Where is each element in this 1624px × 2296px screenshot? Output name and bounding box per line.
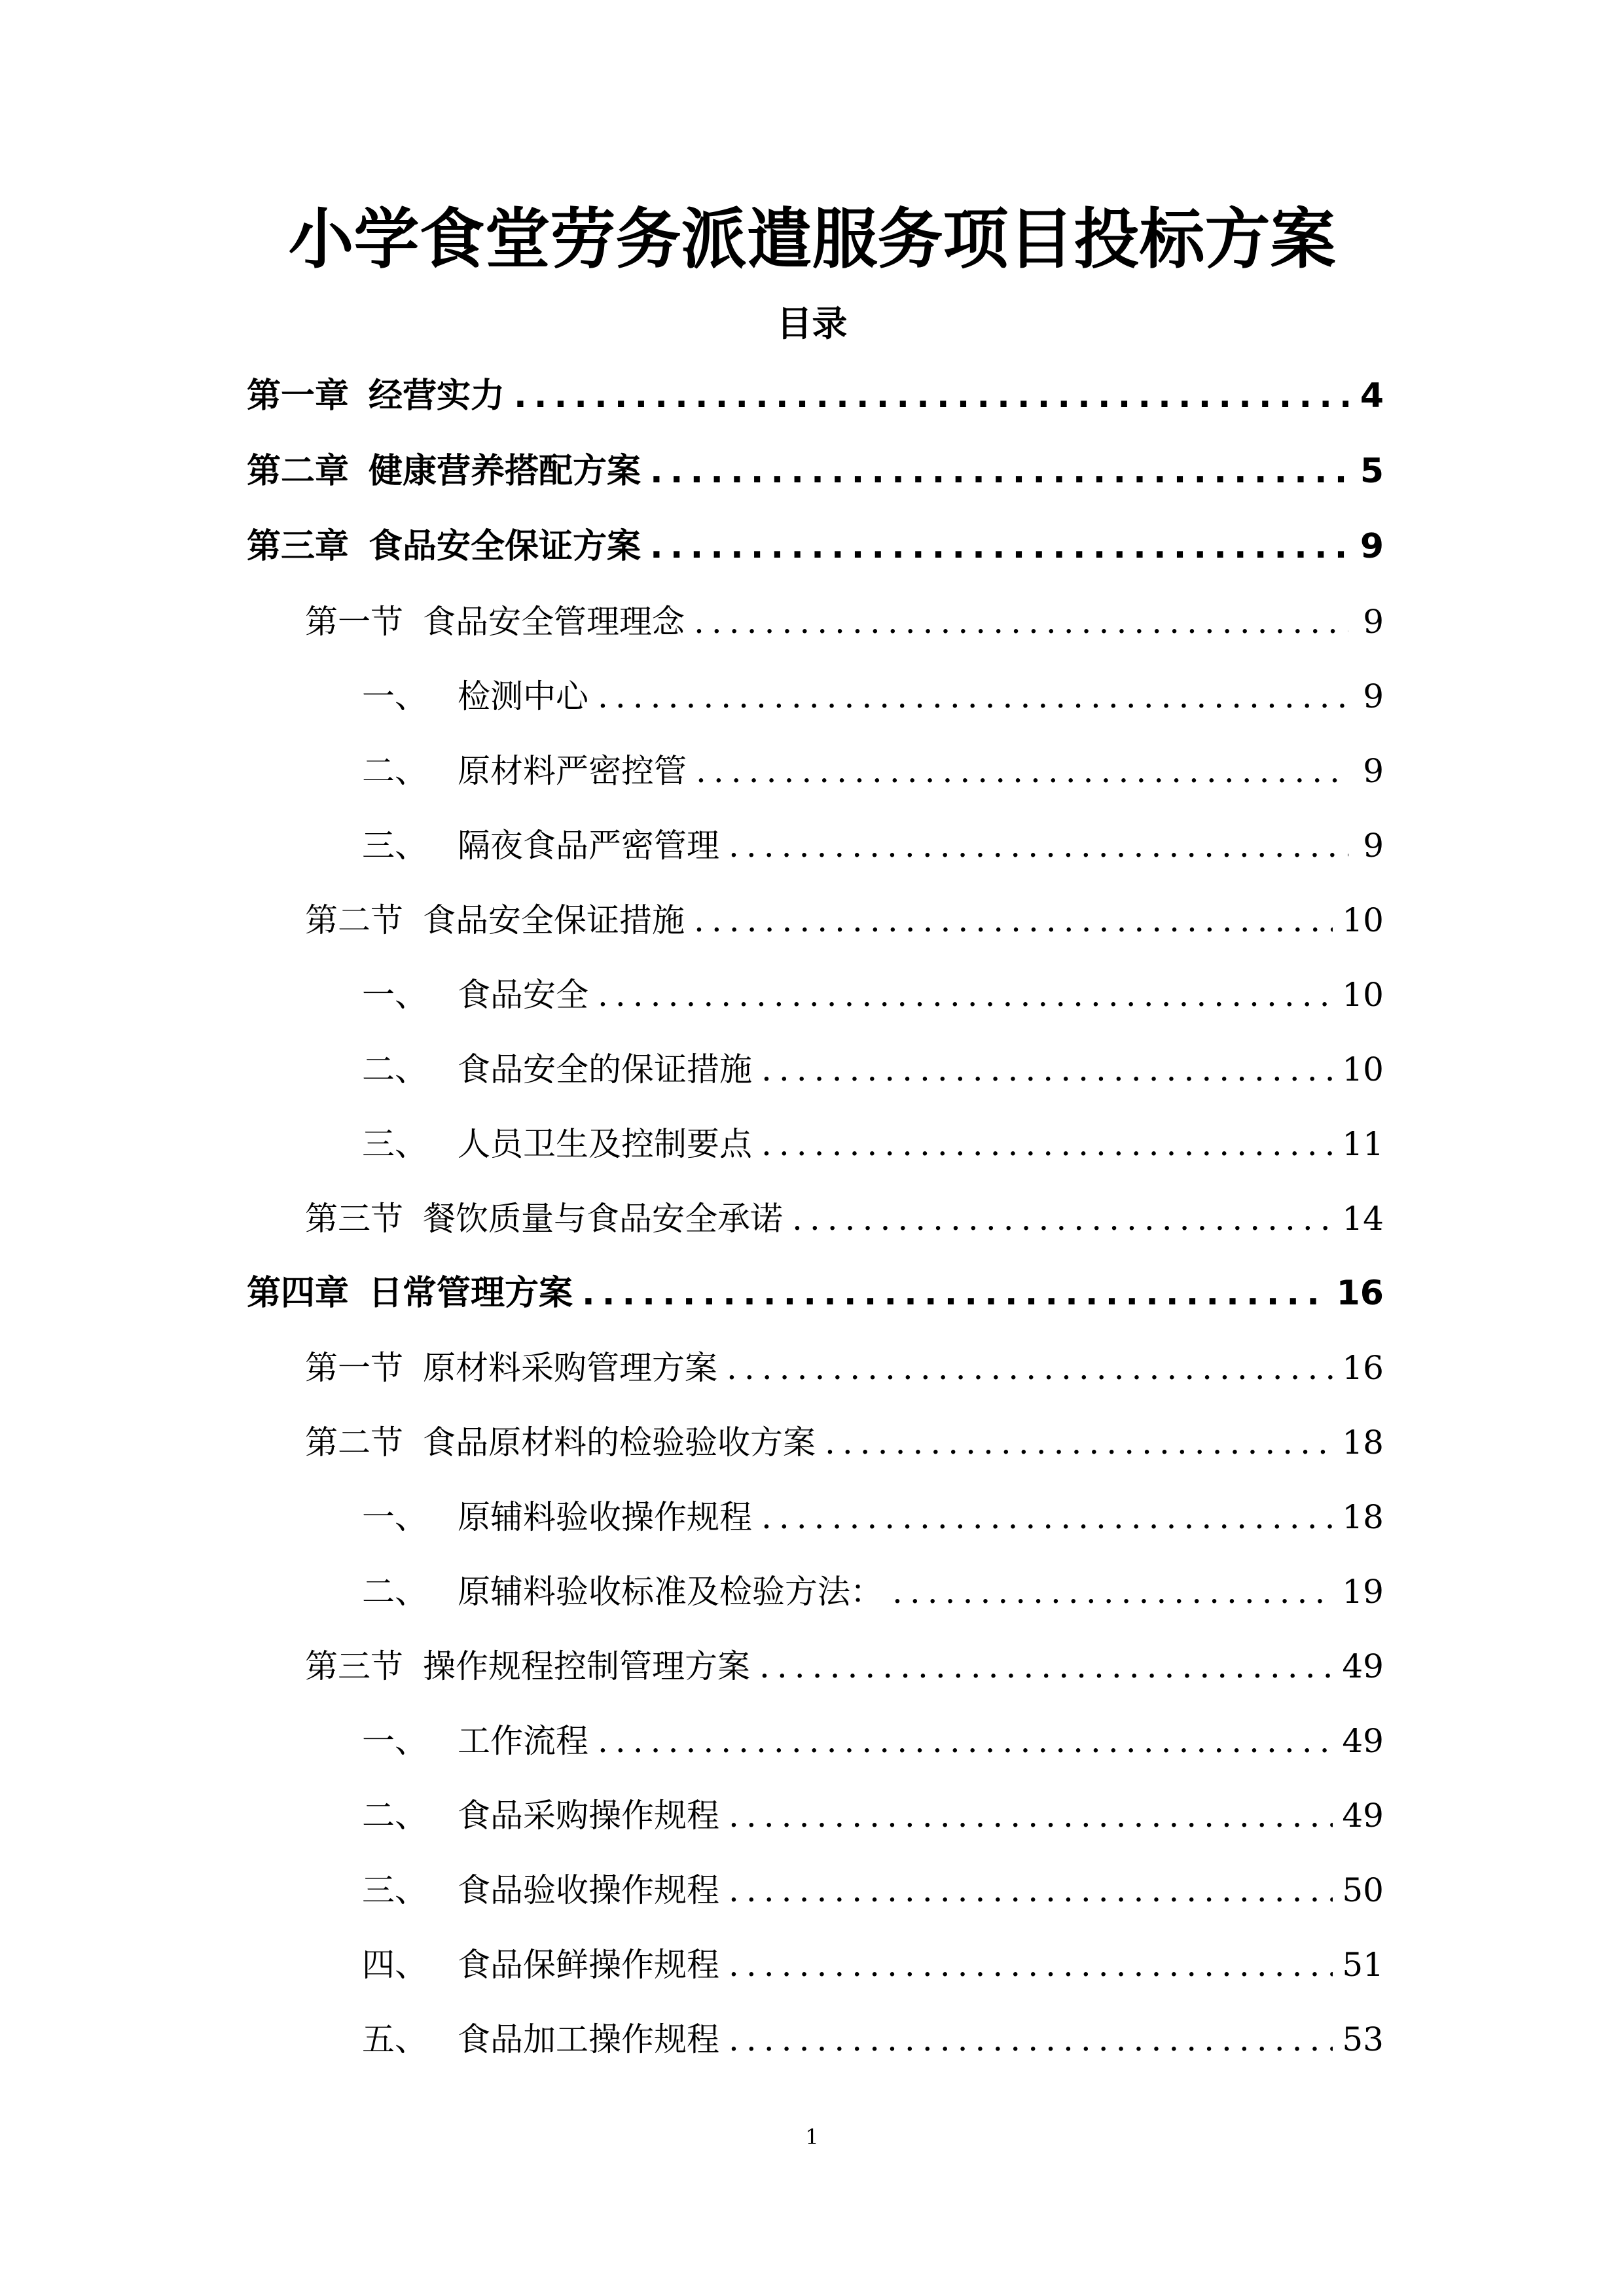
toc-dot-leader xyxy=(696,745,1348,797)
toc-entry-number: 二、 xyxy=(362,752,427,790)
toc-entry-number: 第三章 xyxy=(247,527,350,566)
toc-entry-title: 检测中心 xyxy=(458,677,588,715)
toc-entry-title: 原辅料验收标准及检验方法： xyxy=(458,1573,883,1611)
toc-dot-leader xyxy=(727,1342,1333,1394)
toc-entry-page: 9 xyxy=(1363,603,1384,641)
toc-entry-page: 49 xyxy=(1342,1722,1384,1760)
toc-entry-number: 四、 xyxy=(362,1946,427,1984)
toc-dot-leader xyxy=(729,2013,1333,2066)
toc-dot-leader xyxy=(825,1416,1333,1469)
toc-entry-title: 日常管理方案 xyxy=(369,1274,573,1313)
toc-entry-number: 第二节 xyxy=(305,901,403,939)
page-footer-number: 1 xyxy=(805,2125,819,2149)
toc-entry[interactable] xyxy=(305,1342,1384,1394)
toc-entry-title: 操作规程控制管理方案 xyxy=(423,1647,750,1685)
toc-dot-leader xyxy=(582,1267,1327,1319)
toc-entry-title: 隔夜食品严密管理 xyxy=(458,827,719,865)
toc-entry-page: 53 xyxy=(1342,2020,1384,2058)
toc-entry-page: 49 xyxy=(1342,1647,1384,1685)
toc-dot-leader xyxy=(729,1864,1333,1916)
toc-dot-leader xyxy=(514,370,1348,422)
toc-dot-leader xyxy=(761,1043,1333,1096)
toc-entry-page: 9 xyxy=(1363,677,1384,715)
toc-entry-number: 三、 xyxy=(362,827,427,865)
document-title: 小学食堂劳务派遣服务项目投标方案 xyxy=(288,200,1336,278)
toc-entry-title: 食品安全 xyxy=(458,976,588,1014)
toc-entry-page: 18 xyxy=(1342,1498,1384,1536)
toc-entry-page: 10 xyxy=(1342,1050,1384,1088)
toc-entry-page: 10 xyxy=(1342,976,1384,1014)
toc-entry-title: 原材料采购管理方案 xyxy=(423,1349,717,1387)
toc-entry-page: 16 xyxy=(1342,1349,1384,1387)
toc-entry-page: 5 xyxy=(1360,452,1384,491)
toc-entry-number: 一、 xyxy=(362,1498,427,1536)
toc-entry-title: 食品安全的保证措施 xyxy=(458,1050,752,1088)
toc-entry-title: 食品安全保证措施 xyxy=(423,901,685,939)
toc-entry-title: 食品安全保证方案 xyxy=(369,527,641,566)
toc-entry[interactable] xyxy=(362,1864,1384,1916)
toc-dot-leader xyxy=(761,1491,1333,1543)
toc-entry-number: 三、 xyxy=(362,1125,427,1163)
toc-entry-page: 49 xyxy=(1342,1797,1384,1835)
toc-entry-page: 9 xyxy=(1363,752,1384,790)
toc-entry-title: 原辅料验收操作规程 xyxy=(458,1498,752,1536)
toc-entry-title: 工作流程 xyxy=(458,1722,588,1760)
toc-entry[interactable] xyxy=(362,1715,1384,1767)
toc-entry-page: 14 xyxy=(1342,1200,1384,1238)
toc-dot-leader xyxy=(650,520,1348,573)
toc-entry-title: 餐饮质量与食品安全承诺 xyxy=(423,1200,783,1238)
toc-entry-number: 第一节 xyxy=(305,1349,403,1387)
toc-entry-number: 第一节 xyxy=(305,603,403,641)
toc-entry-page: 16 xyxy=(1336,1274,1384,1313)
toc-entry-number: 二、 xyxy=(362,1050,427,1088)
toc-entry[interactable] xyxy=(362,1939,1384,1991)
toc-entry-title: 人员卫生及控制要点 xyxy=(458,1125,752,1163)
toc-entry[interactable] xyxy=(362,670,1384,723)
toc-dot-leader xyxy=(759,1640,1333,1693)
toc-entry-number: 三、 xyxy=(362,1871,427,1909)
toc-entry-page: 51 xyxy=(1342,1946,1384,1984)
toc-entry[interactable] xyxy=(247,520,1384,573)
toc-entry-page: 11 xyxy=(1342,1125,1384,1163)
toc-entry-page: 19 xyxy=(1342,1573,1384,1611)
toc-entry-number: 第三节 xyxy=(305,1647,403,1685)
toc-entry-number: 第二章 xyxy=(247,452,350,491)
toc-entry[interactable] xyxy=(362,1566,1384,1618)
toc-dot-leader xyxy=(694,894,1333,946)
toc-entry[interactable] xyxy=(247,1267,1384,1319)
toc-dot-leader xyxy=(598,670,1348,723)
toc-entry-number: 第四章 xyxy=(247,1274,350,1313)
toc-entry[interactable] xyxy=(305,894,1384,946)
toc-entry[interactable] xyxy=(362,2013,1384,2066)
toc-entry[interactable] xyxy=(305,596,1384,648)
toc-entry-page: 9 xyxy=(1360,527,1384,566)
toc-entry[interactable] xyxy=(362,1491,1384,1543)
toc-entry-number: 一、 xyxy=(362,1722,427,1760)
toc-entry-page: 18 xyxy=(1342,1424,1384,1462)
toc-entry-number: 第二节 xyxy=(305,1424,403,1462)
toc-entry[interactable] xyxy=(362,819,1384,872)
toc-dot-leader xyxy=(598,1715,1333,1767)
toc-entry[interactable] xyxy=(305,1640,1384,1693)
toc-entry[interactable] xyxy=(362,969,1384,1021)
toc-entry-number: 第一章 xyxy=(247,376,350,416)
toc-entry-title: 原材料严密控管 xyxy=(458,752,687,790)
toc-dot-leader xyxy=(729,1789,1333,1842)
toc-entry-title: 经营实力 xyxy=(369,376,505,416)
toc-entry-number: 一、 xyxy=(362,677,427,715)
toc-entry-title: 食品保鲜操作规程 xyxy=(458,1946,719,1984)
toc-heading: 目录 xyxy=(776,303,848,344)
toc-dot-leader xyxy=(792,1193,1333,1245)
toc-entry-page: 9 xyxy=(1363,827,1384,865)
toc-entry-title: 健康营养搭配方案 xyxy=(369,452,641,491)
toc-entry-page: 4 xyxy=(1360,376,1384,416)
toc-entry[interactable] xyxy=(247,445,1384,497)
toc-entry[interactable] xyxy=(362,1789,1384,1842)
toc-dot-leader xyxy=(650,445,1348,497)
toc-entry-number: 二、 xyxy=(362,1797,427,1835)
toc-entry[interactable] xyxy=(362,745,1384,797)
toc-entry[interactable] xyxy=(305,1416,1384,1469)
toc-entry[interactable] xyxy=(305,1193,1384,1245)
toc-dot-leader xyxy=(892,1566,1333,1618)
toc-entry[interactable] xyxy=(247,370,1384,422)
toc-entry-title: 食品原材料的检验验收方案 xyxy=(423,1424,816,1462)
toc-entry-page: 10 xyxy=(1342,901,1384,939)
toc-dot-leader xyxy=(729,819,1348,872)
toc-entry-title: 食品加工操作规程 xyxy=(458,2020,719,2058)
toc-entry-title: 食品采购操作规程 xyxy=(458,1797,719,1835)
toc-dot-leader xyxy=(598,969,1333,1021)
toc-entry-number: 一、 xyxy=(362,976,427,1014)
toc-entry[interactable] xyxy=(362,1043,1384,1096)
toc-entry-title: 食品安全管理理念 xyxy=(423,603,685,641)
toc-entry-number: 二、 xyxy=(362,1573,427,1611)
toc-entry-number: 五、 xyxy=(362,2020,427,2058)
toc-entry-page: 50 xyxy=(1342,1871,1384,1909)
toc-entry-title: 食品验收操作规程 xyxy=(458,1871,719,1909)
toc-entry[interactable] xyxy=(362,1118,1384,1170)
toc-dot-leader xyxy=(694,596,1348,648)
toc-dot-leader xyxy=(729,1939,1333,1991)
toc-dot-leader xyxy=(761,1118,1333,1170)
toc-entry-number: 第三节 xyxy=(305,1200,403,1238)
